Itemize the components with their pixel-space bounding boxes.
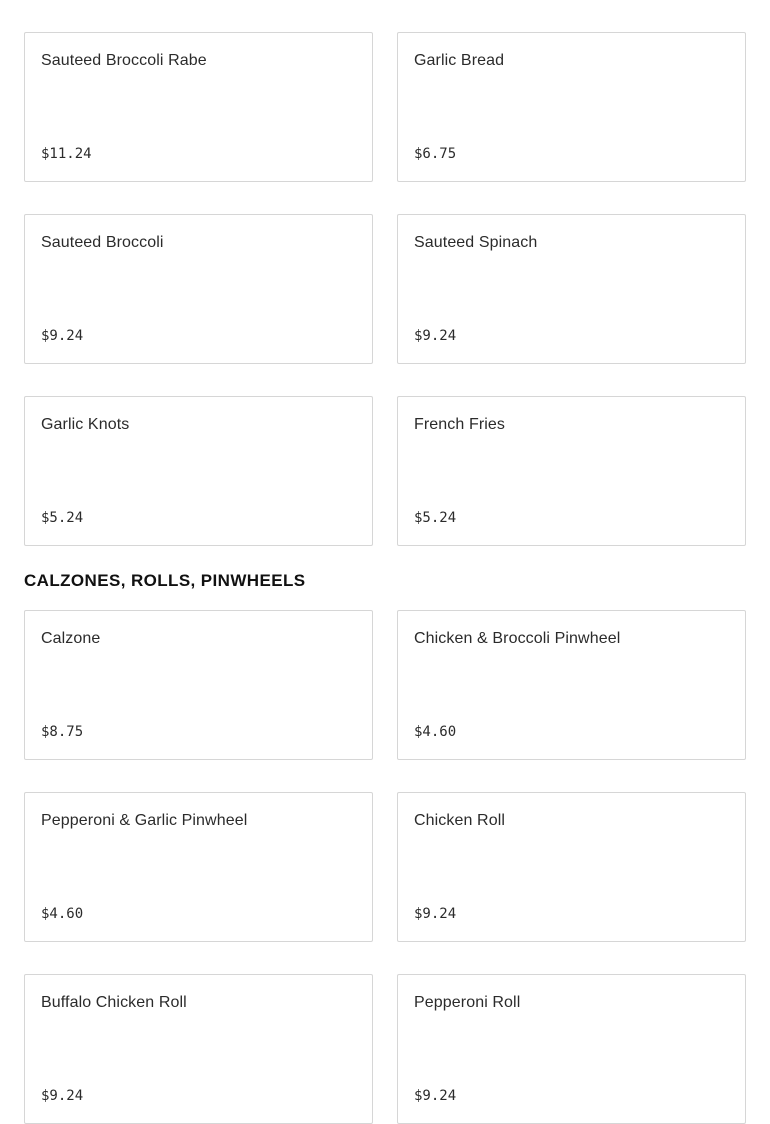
- menu-item-card[interactable]: [24, 610, 373, 760]
- menu-item-name: Buffalo Chicken Roll: [41, 994, 187, 1011]
- menu-item-card[interactable]: [397, 974, 746, 1124]
- menu-item-price: $4.60: [41, 906, 84, 922]
- menu-item-price: $5.24: [41, 510, 84, 526]
- menu-item-price: $8.75: [41, 724, 84, 740]
- menu-item-card[interactable]: [24, 214, 373, 364]
- menu-item-price: $6.75: [414, 146, 457, 162]
- menu-item-name: Pepperoni & Garlic Pinwheel: [41, 812, 248, 829]
- menu-grid-calzones: [24, 610, 746, 1124]
- menu-item-card[interactable]: [397, 610, 746, 760]
- menu-item-name: French Fries: [414, 416, 505, 433]
- section-title: CALZONES, ROLLS, PINWHEELS: [24, 571, 306, 590]
- menu-item-name: Sauteed Broccoli: [41, 234, 164, 251]
- menu-item-price: $5.24: [414, 510, 457, 526]
- menu-item-card[interactable]: [24, 396, 373, 546]
- menu-item-price: $4.60: [414, 724, 457, 740]
- menu-item-name: Calzone: [41, 630, 101, 647]
- menu-item-card[interactable]: [397, 792, 746, 942]
- menu-item-price: $9.24: [414, 328, 457, 344]
- menu-item-name: Pepperoni Roll: [414, 994, 521, 1011]
- menu-item-name: Chicken & Broccoli Pinwheel: [414, 630, 621, 647]
- menu-item-name: Chicken Roll: [414, 812, 506, 829]
- menu-item-price: $9.24: [414, 1088, 457, 1104]
- menu-item-card[interactable]: [24, 792, 373, 942]
- menu-item-card[interactable]: [397, 396, 746, 546]
- menu-item-card[interactable]: [397, 214, 746, 364]
- menu-item-card[interactable]: [24, 32, 373, 182]
- menu-item-price: $9.24: [41, 328, 84, 344]
- menu-item-card[interactable]: [24, 974, 373, 1124]
- menu-item-price: $9.24: [414, 906, 457, 922]
- menu-item-name: Garlic Knots: [41, 416, 130, 433]
- menu-item-card[interactable]: [397, 32, 746, 182]
- menu-item-name: Sauteed Spinach: [414, 234, 538, 251]
- menu-item-price: $9.24: [41, 1088, 84, 1104]
- menu-item-name: Sauteed Broccoli Rabe: [41, 52, 207, 69]
- menu-item-price: $11.24: [41, 146, 92, 162]
- menu-grid-sides: [24, 32, 746, 546]
- menu-item-name: Garlic Bread: [414, 52, 505, 69]
